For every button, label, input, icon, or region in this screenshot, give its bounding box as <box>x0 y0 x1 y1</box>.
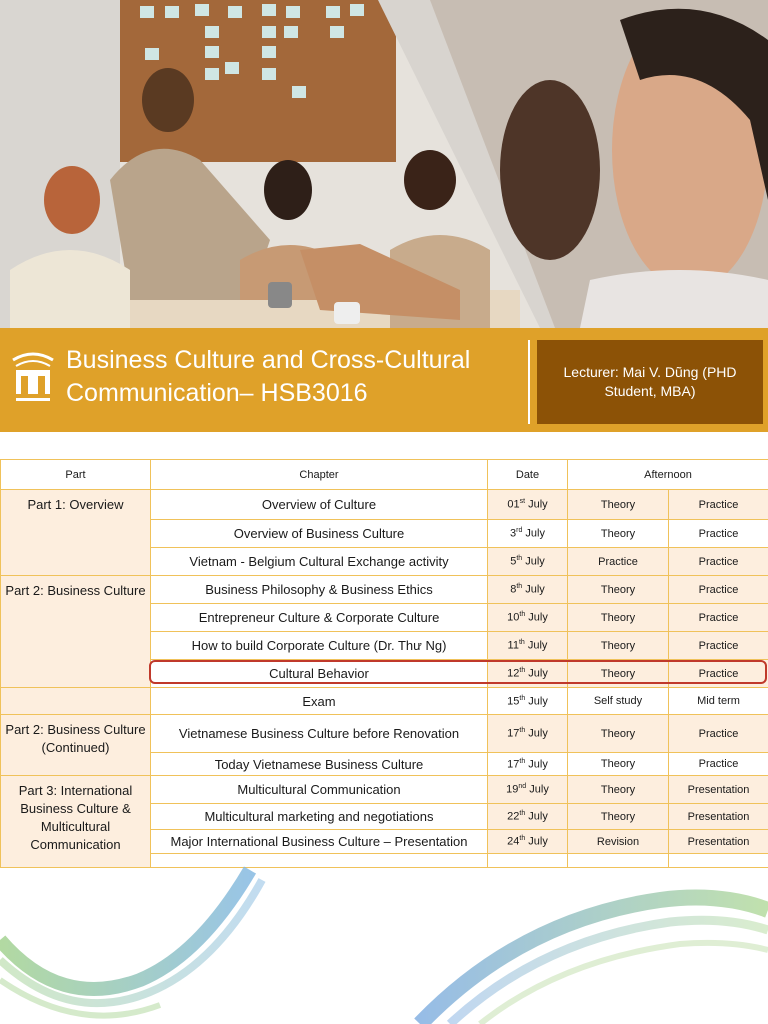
chapter-cell: Multicultural marketing and negotiations <box>151 804 488 830</box>
session-cell: Practice <box>669 604 768 632</box>
session-cell: Theory <box>568 660 669 688</box>
date-cell: 17th July <box>488 753 568 776</box>
chapter-cell: Business Philosophy & Business Ethics <box>151 576 488 604</box>
date-cell: 10th July <box>488 604 568 632</box>
session-cell: Practice <box>669 660 768 688</box>
chapter-cell: Cultural Behavior <box>151 660 488 688</box>
date-cell: 3rd July <box>488 520 568 548</box>
table-header-row <box>1 460 768 490</box>
part-cell: Part 3: International Business Culture & Multicultural Communication <box>1 776 151 868</box>
chapter-cell: Multicultural Communication <box>151 776 488 804</box>
chapter-cell: Overview of Culture <box>151 490 488 520</box>
lecturer-box <box>537 340 763 424</box>
header-part: Part <box>1 460 151 490</box>
header-chapter: Chapter <box>151 460 488 490</box>
session-cell: Practice <box>669 576 768 604</box>
session-cell: Practice <box>669 715 768 753</box>
course-title <box>66 344 516 410</box>
hero-photo-collage <box>0 0 768 328</box>
lecturer-text: Lecturer: Mai V. Dũng (PHD Student, MBA) <box>563 364 737 399</box>
university-logo <box>8 346 58 406</box>
chapter-cell: How to build Corporate Culture (Dr. Thư Ng) <box>151 632 488 660</box>
part-cell: Part 2: Business Culture (Continued) <box>1 715 151 776</box>
date-cell: 8th July <box>488 576 568 604</box>
chapter-cell: Today Vietnamese Business Culture <box>151 753 488 776</box>
session-cell: Presentation <box>669 830 768 854</box>
chapter-cell: Exam <box>151 688 488 715</box>
header-date: Date <box>488 460 568 490</box>
part-cell-empty <box>1 688 151 715</box>
session-cell: Theory <box>568 576 669 604</box>
session-cell: Theory <box>568 804 669 830</box>
session-cell: Presentation <box>669 804 768 830</box>
session-cell: Revision <box>568 830 669 854</box>
course-title-line-2: Communication– HSB3016 <box>66 379 368 407</box>
session-cell: Practice <box>669 632 768 660</box>
course-title-line-1: Business Culture and Cross-Cultural <box>66 346 471 374</box>
chapter-cell: Entrepreneur Culture & Corporate Culture <box>151 604 488 632</box>
chapter-cell: Vietnamese Business Culture before Renovation <box>151 715 488 753</box>
date-cell: 17th July <box>488 715 568 753</box>
table-row <box>1 688 768 715</box>
date-cell: 15th July <box>488 688 568 715</box>
schedule-table <box>0 459 768 868</box>
part-cell: Part 1: Overview <box>1 490 151 576</box>
session-cell: Theory <box>568 520 669 548</box>
session-cell: Theory <box>568 715 669 753</box>
session-cell: Self study <box>568 688 669 715</box>
session-cell: Practice <box>669 753 768 776</box>
date-cell: 12th July <box>488 660 568 688</box>
session-cell: Theory <box>568 776 669 804</box>
decorative-swoosh <box>0 860 768 1024</box>
date-cell: 19nd July <box>488 776 568 804</box>
session-cell: Theory <box>568 490 669 520</box>
header-afternoon: Afternoon <box>568 460 768 490</box>
table-row <box>1 576 768 604</box>
chapter-cell: Vietnam - Belgium Cultural Exchange activity <box>151 548 488 576</box>
date-cell: 11th July <box>488 632 568 660</box>
session-cell: Practice <box>669 490 768 520</box>
session-cell: Practice <box>669 548 768 576</box>
date-cell: 5th July <box>488 548 568 576</box>
hero-illustration <box>0 0 768 328</box>
session-cell: Practice <box>568 548 669 576</box>
part-cell: Part 2: Business Culture <box>1 576 151 688</box>
date-cell: 01st July <box>488 490 568 520</box>
banner-divider <box>528 340 530 424</box>
date-cell: 22th July <box>488 804 568 830</box>
hsb-logo-icon <box>8 346 58 406</box>
table-row <box>1 490 768 520</box>
chapter-cell: Major International Business Culture – Presentation <box>151 830 488 854</box>
chapter-cell: Overview of Business Culture <box>151 520 488 548</box>
session-cell: Theory <box>568 604 669 632</box>
session-cell: Presentation <box>669 776 768 804</box>
session-cell: Practice <box>669 520 768 548</box>
table-row <box>1 715 768 753</box>
date-cell: 24th July <box>488 830 568 854</box>
table-row <box>1 776 768 804</box>
session-cell: Mid term <box>669 688 768 715</box>
session-cell: Theory <box>568 632 669 660</box>
session-cell: Theory <box>568 753 669 776</box>
